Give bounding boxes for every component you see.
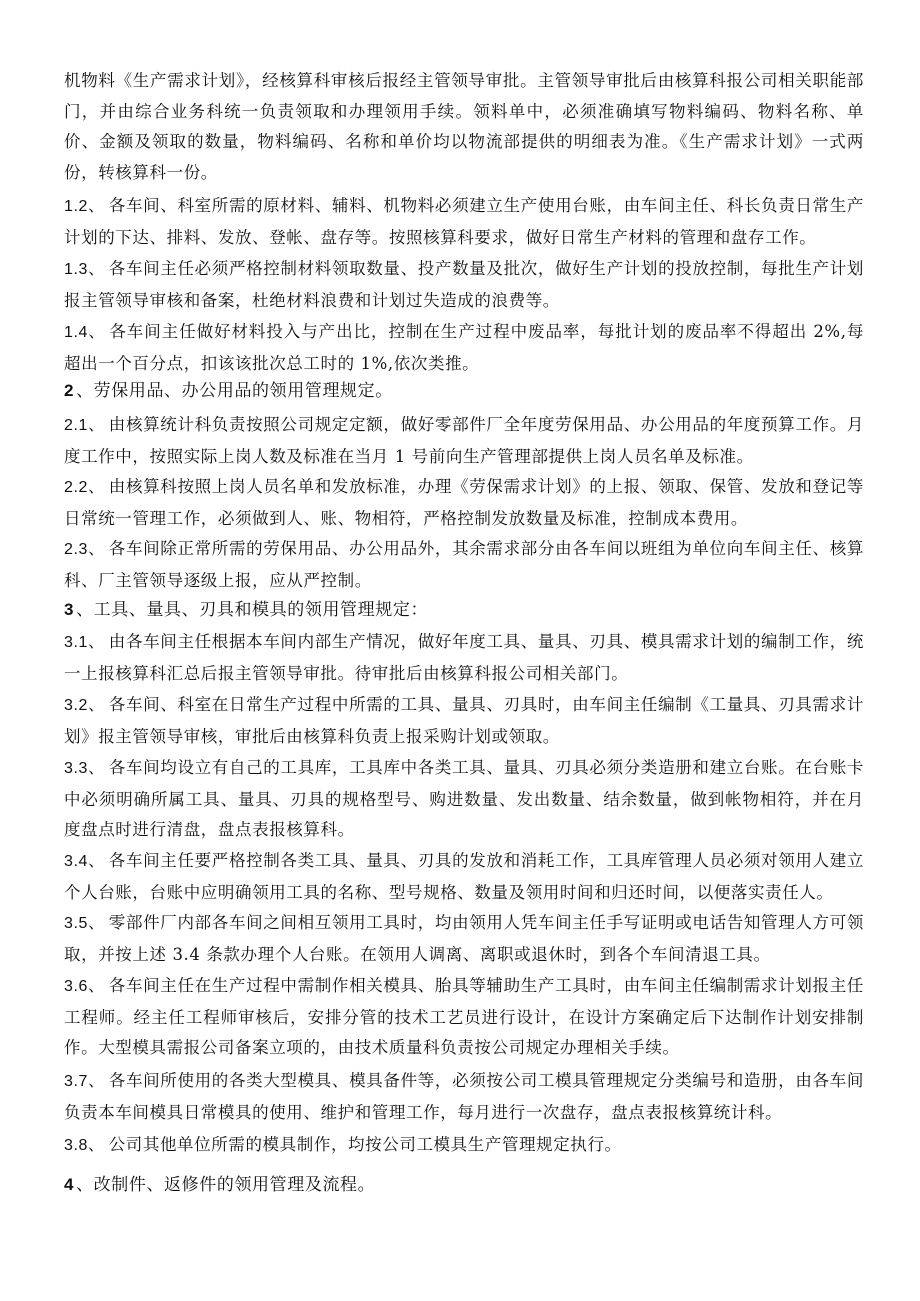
clause-number: 3.1、 [64, 634, 105, 651]
clause-number: 3.6、 [64, 978, 105, 995]
clause-number: 3.4、 [64, 853, 105, 870]
section-number: 2 [64, 381, 75, 400]
paragraph-text: 各车间主任要严格控制各类工具、量具、刃具的发放和消耗工作，工具库管理人员必须对领用人建立个人台账，台账中应明确领用工具的名称、型号规格、数量及领用时间和归还时间，以便落实责任人。 [64, 851, 864, 902]
section-title: 、改制件、返修件的领用管理及流程。 [76, 1175, 376, 1195]
paragraph-3-7 [64, 1066, 864, 1128]
paragraph-3-5 [64, 908, 864, 970]
section-heading-4 [64, 1170, 864, 1200]
section-number: 4 [64, 1175, 75, 1194]
paragraph-text: 各车间所使用的各类大型模具、模具备件等，必须按公司工模具管理规定分类编号和造册，由各车间负责本车间模具日常模具的使用、维护和管理工作，每月进行一次盘存，盘点表报核算统计科。 [64, 1071, 864, 1122]
paragraph-1-1-continued [64, 66, 864, 188]
paragraph-2-2 [64, 472, 864, 534]
paragraph-text: 各车间主任在生产过程中需制作相关模具、胎具等辅助生产工具时，由车间主任编制需求计划报主任工程师。经主任工程师审核后，安排分管的技术工艺员进行设计，在设计方案确定后下达制作计划安排制作。大型模具需报公司备案立项的，由技术质量科负责按公司规定办理相关手续。 [64, 976, 864, 1057]
clause-number: 2.2、 [64, 479, 105, 496]
paragraph-3-1 [64, 627, 864, 689]
section-title: 、劳保用品、办公用品的领用管理规定。 [76, 381, 393, 401]
paragraph-text: 公司其他单位所需的模具制作，均按公司工模具生产管理规定执行。 [108, 1135, 622, 1154]
paragraph-2-1 [64, 410, 864, 472]
paragraph-text: 由核算统计科负责按照公司规定定额，做好零部件厂全年度劳保用品、办公用品的年度预算工作。月度工作中，按照实际上岗人数及标准在当月 1 号前向生产管理部提供上岗人员名单及标准。 [64, 415, 864, 466]
paragraph-3-3 [64, 753, 864, 846]
clause-number: 3.8、 [64, 1137, 105, 1154]
clause-number: 2.1、 [64, 417, 105, 434]
clause-number: 1.2、 [64, 198, 105, 215]
paragraph-text: 各车间除正常所需的劳保用品、办公用品外，其余需求部分由各车间以班组为单位向车间主任、核算科、厂主管领导逐级上报，应从严控制。 [64, 539, 864, 590]
paragraph-2-3 [64, 534, 864, 596]
section-number: 3 [64, 600, 75, 619]
clause-number: 3.5、 [64, 915, 105, 932]
paragraph-3-8 [64, 1130, 864, 1162]
paragraph-text: 机物料《生产需求计划》，经核算科审核后报经主管领导审批。主管领导审批后由核算科报公司相关职能部门，并由综合业务科统一负责领取和办理领用手续。领料单中，必须准确填写物料编码、物料名称、单价、金额及领取的数量，物料编码、名称和单价均以物流部提供的明细表为准。《生产需求计划》一式两份，转核算科一份。 [64, 71, 864, 182]
paragraph-text: 各车间均设立有自己的工具库，工具库中各类工具、量具、刃具必须分类造册和建立台账。在台账卡中必须明确所属工具、量具、刃具的规格型号、购进数量、发出数量、结余数量，做到帐物相符，并在月度盘点时进行清盘，盘点表报核算科。 [64, 758, 864, 839]
paragraph-text: 零部件厂内部各车间之间相互领用工具时，均由领用人凭车间主任手写证明或电话告知管理人方可领取，并按上述 3.4 条款办理个人台账。在领用人调离、离职或退休时，到各个车间清退工具。 [64, 913, 864, 964]
clause-number: 3.2、 [64, 697, 105, 714]
paragraph-text: 由各车间主任根据本车间内部生产情况，做好年度工具、量具、刃具、模具需求计划的编制工作，统一上报核算科汇总后报主管领导审批。待审批后由核算科报公司相关部门。 [64, 632, 864, 683]
paragraph-1-3 [64, 254, 864, 316]
paragraph-3-2 [64, 690, 864, 752]
clause-number: 1.3、 [64, 261, 105, 278]
paragraph-3-6 [64, 971, 864, 1064]
paragraph-text: 由核算科按照上岗人员名单和发放标准，办理《劳保需求计划》的上报、领取、保管、发放和登记等日常统一管理工作，必须做到人、账、物相符，严格控制发放数量及标准，控制成本费用。 [64, 477, 864, 528]
clause-number: 3.3、 [64, 760, 105, 777]
paragraph-3-4 [64, 846, 864, 908]
paragraph-1-2 [64, 191, 864, 253]
paragraph-text: 各车间、科室所需的原材料、辅料、机物料必须建立生产使用台账，由车间主任、科长负责日常生产计划的下达、排料、发放、登帐、盘存等。按照核算科要求，做好日常生产材料的管理和盘存工作。 [64, 196, 864, 247]
paragraph-text: 各车间主任做好材料投入与产出比，控制在生产过程中废品率，每批计划的废品率不得超出 2%,每超出一个百分点，扣该该批次总工时的 1%,依次类推。 [64, 322, 864, 373]
section-heading-2 [64, 376, 864, 406]
paragraph-text: 各车间主任必须严格控制材料领取数量、投产数量及批次，做好生产计划的投放控制，每批生产计划报主管领导审核和备案，杜绝材料浪费和计划过失造成的浪费等。 [64, 259, 864, 310]
section-title: 、工具、量具、刃具和模具的领用管理规定： [76, 600, 429, 620]
section-heading-3 [64, 595, 864, 625]
paragraph-1-4 [64, 317, 864, 379]
clause-number: 3.7、 [64, 1073, 105, 1090]
clause-number: 1.4、 [64, 324, 106, 341]
paragraph-text: 各车间、科室在日常生产过程中所需的工具、量具、刃具时，由车间主任编制《工量具、刃具需求计划》报主管领导审核，审批后由核算科负责上报采购计划或领取。 [64, 695, 864, 746]
clause-number: 2.3、 [64, 541, 105, 558]
